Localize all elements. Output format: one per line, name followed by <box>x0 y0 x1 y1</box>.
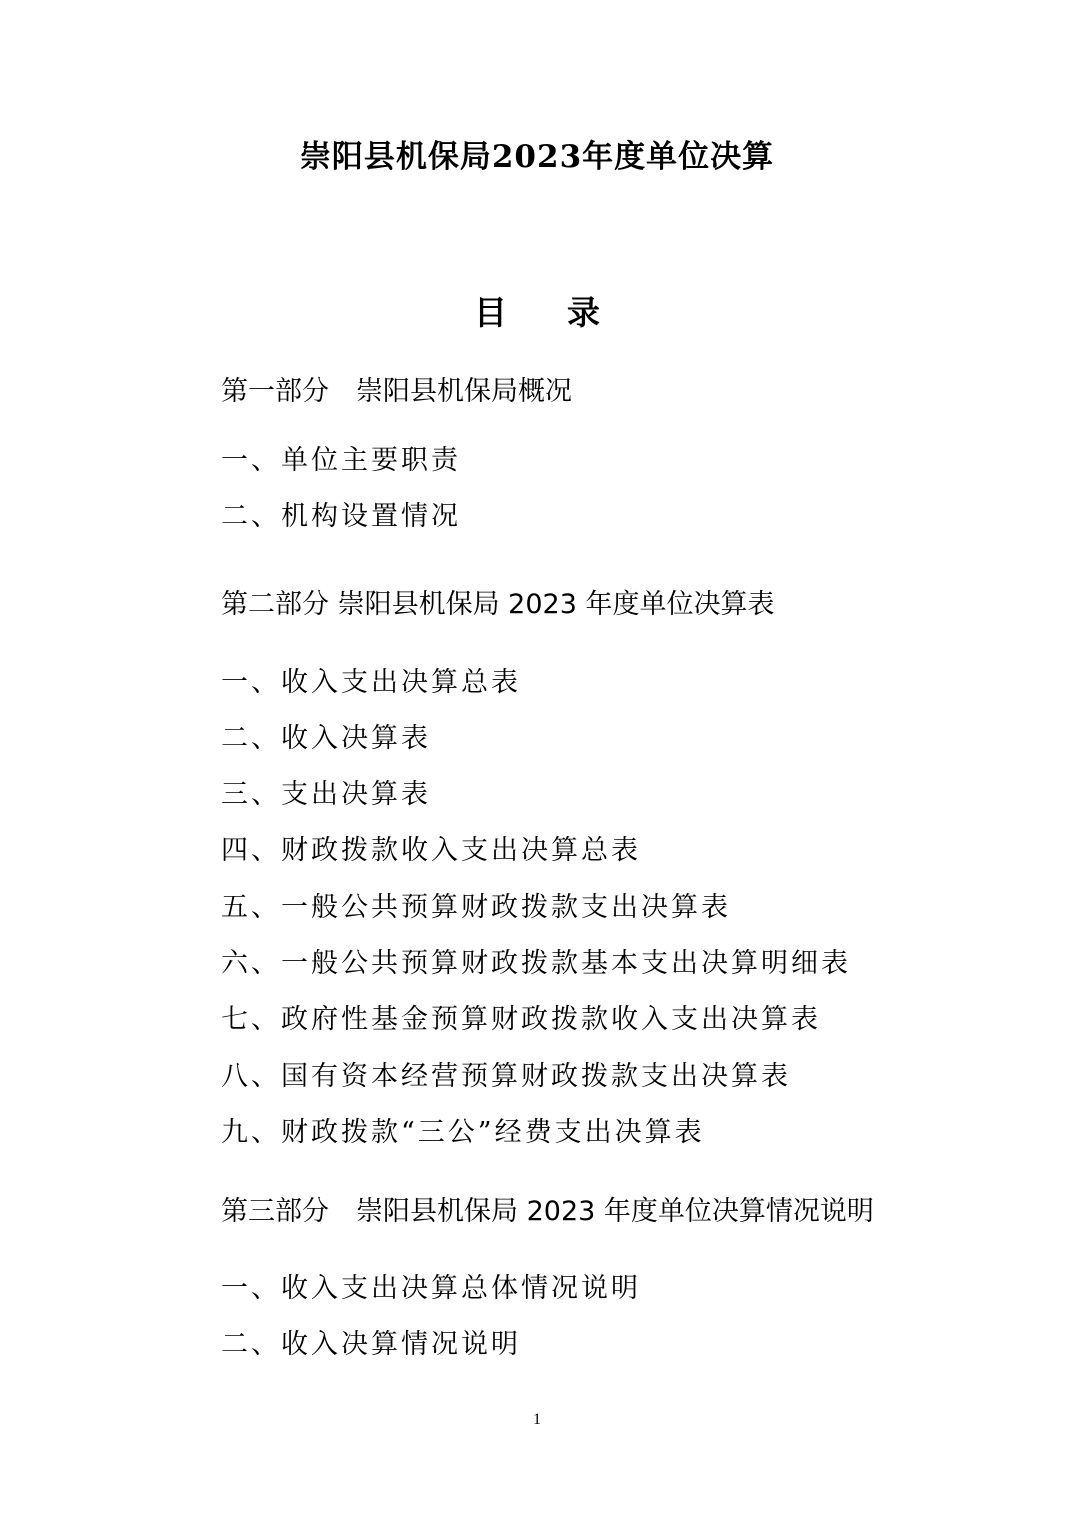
document-title: 崇阳县机保局2023年度单位决算 <box>299 139 775 175</box>
toc-heading-char-2: 录 <box>567 293 600 332</box>
part-2-heading: 第二部分 崇阳县机保局 2023 年度单位决算表 <box>221 589 775 620</box>
part-1-item-2: 二、机构设置情况 <box>221 501 461 532</box>
toc-heading <box>0 288 1074 338</box>
part-3-item-2: 二、收入决算情况说明 <box>221 1329 521 1360</box>
part-2-item-4: 四、财政拨款收入支出决算总表 <box>221 835 641 866</box>
part-2-item-5: 五、一般公共预算财政拨款支出决算表 <box>221 892 731 923</box>
part-3-item-1: 一、收入支出决算总体情况说明 <box>221 1273 641 1304</box>
part-1-heading: 第一部分 崇阳县机保局概况 <box>221 376 572 407</box>
part-2-item-7: 七、政府性基金预算财政拨款收入支出决算表 <box>221 1004 821 1035</box>
part-1-item-1: 一、单位主要职责 <box>221 445 461 476</box>
part-2-item-1: 一、收入支出决算总表 <box>221 667 521 698</box>
part-2-item-2: 二、收入决算表 <box>221 723 431 754</box>
part-2-item-6: 六、一般公共预算财政拨款基本支出决算明细表 <box>221 948 851 979</box>
part-2-item-3: 三、支出决算表 <box>221 779 431 810</box>
part-3-heading: 第三部分 崇阳县机保局 2023 年度单位决算情况说明 <box>221 1196 874 1227</box>
part-2-item-9: 九、财政拨款“三公”经费支出决算表 <box>221 1117 705 1148</box>
toc-heading-char-1: 目 <box>474 293 507 332</box>
page-number: 1 <box>533 1411 541 1428</box>
part-2-item-8: 八、国有资本经营预算财政拨款支出决算表 <box>221 1061 791 1092</box>
